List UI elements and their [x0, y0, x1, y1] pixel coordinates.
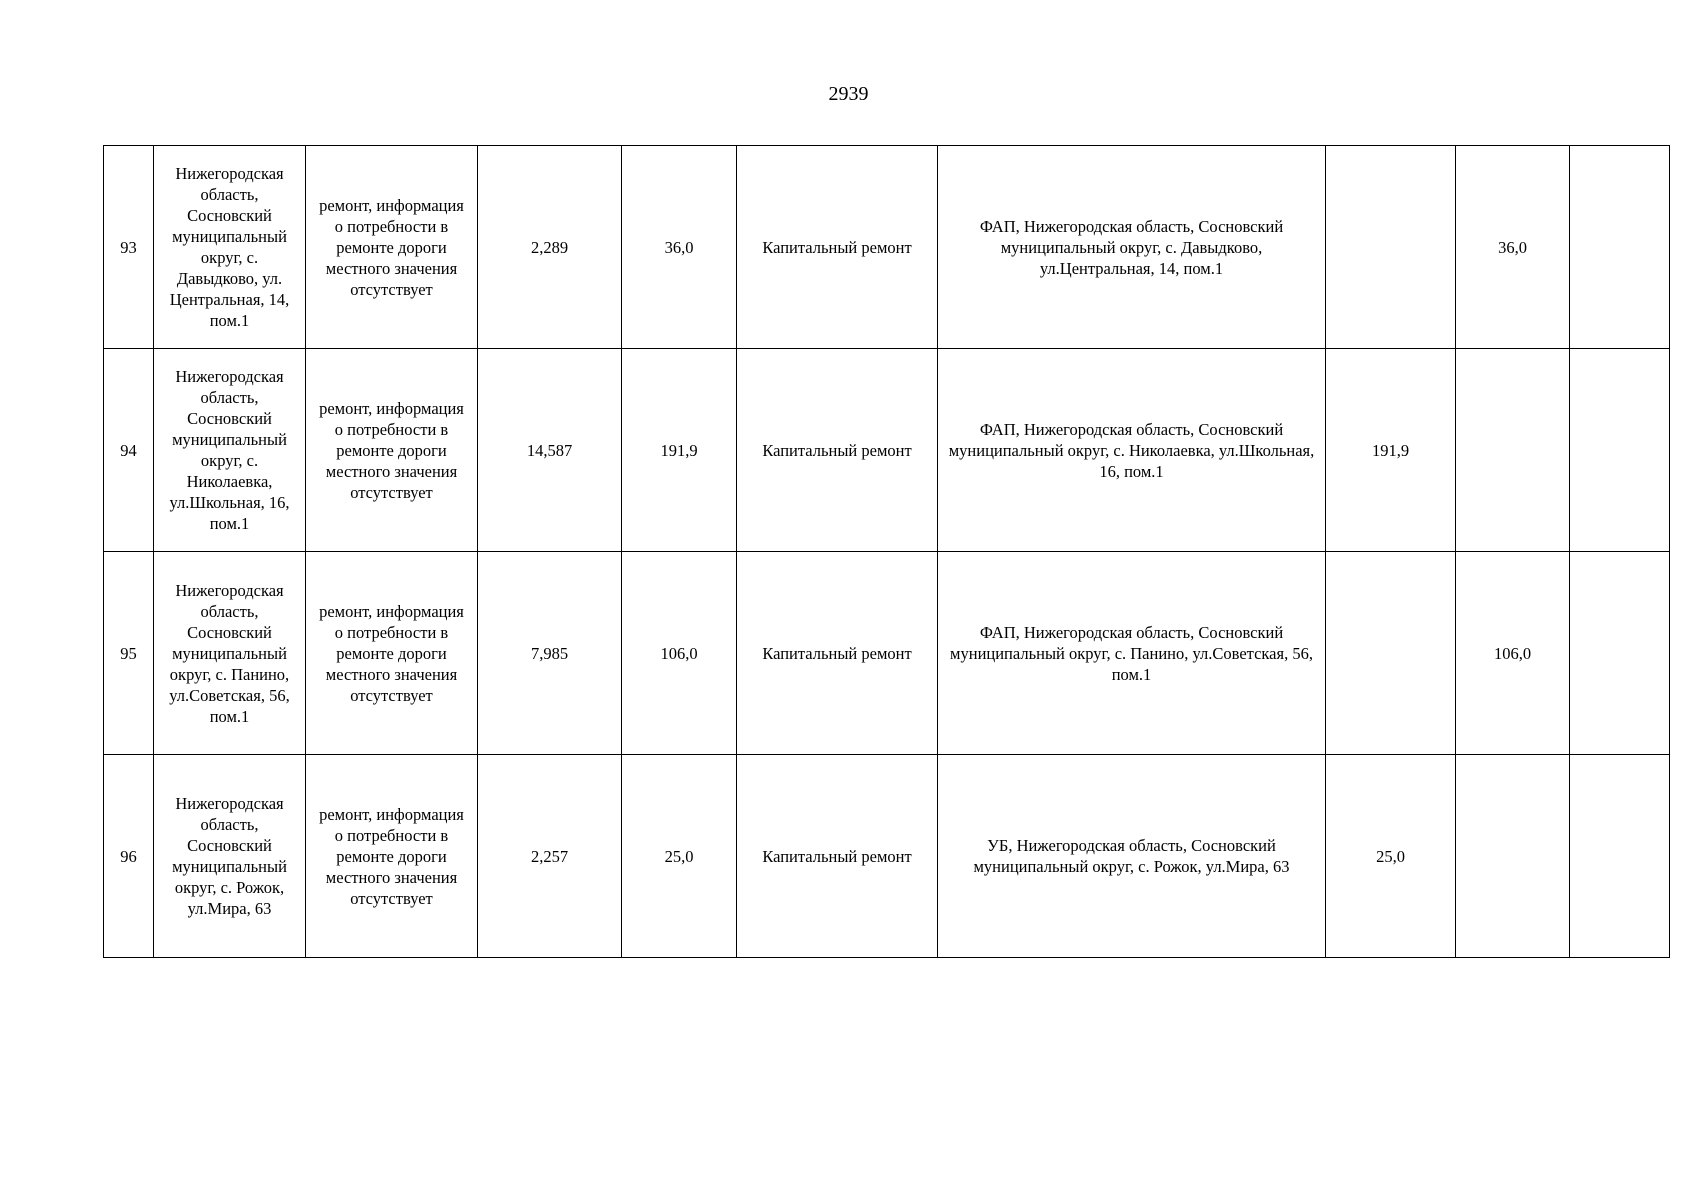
cell-row-number: 93	[104, 146, 154, 349]
cell-object: ФАП, Нижегородская область, Сосновский муниципальный округ, с. Панино, ул.Советская, 56, пом.1	[938, 552, 1326, 755]
cell-value-d	[1456, 755, 1570, 958]
cell-object: ФАП, Нижегородская область, Сосновский муниципальный округ, с. Николаевка, ул.Школьная, 16, пом.1	[938, 349, 1326, 552]
cell-value-c	[1326, 146, 1456, 349]
cell-value-d	[1456, 349, 1570, 552]
cell-value-b: 25,0	[622, 755, 737, 958]
cell-object: УБ, Нижегородская область, Сосновский муниципальный округ, с. Рожок, ул.Мира, 63	[938, 755, 1326, 958]
cell-value-e	[1570, 552, 1670, 755]
data-table	[103, 145, 1670, 958]
cell-value-c: 191,9	[1326, 349, 1456, 552]
cell-value-c	[1326, 552, 1456, 755]
table-row	[104, 146, 1670, 349]
cell-address: Нижегородская область, Сосновский муниципальный округ, с. Рожок, ул.Мира, 63	[154, 755, 306, 958]
cell-address: Нижегородская область, Сосновский муниципальный округ, с. Панино, ул.Советская, 56, пом.1	[154, 552, 306, 755]
page-number: 2939	[828, 83, 869, 105]
cell-road-info: ремонт, информация о потребности в ремонте дороги местного значения отсутствует	[306, 349, 478, 552]
cell-work-type: Капитальный ремонт	[737, 552, 938, 755]
table-row	[104, 755, 1670, 958]
cell-address: Нижегородская область, Сосновский муниципальный округ, с. Николаевка, ул.Школьная, 16, пом.1	[154, 349, 306, 552]
cell-value-a: 14,587	[478, 349, 622, 552]
cell-value-b: 106,0	[622, 552, 737, 755]
cell-value-d: 36,0	[1456, 146, 1570, 349]
cell-road-info: ремонт, информация о потребности в ремонте дороги местного значения отсутствует	[306, 552, 478, 755]
cell-value-d: 106,0	[1456, 552, 1570, 755]
cell-road-info: ремонт, информация о потребности в ремонте дороги местного значения отсутствует	[306, 755, 478, 958]
cell-value-e	[1570, 755, 1670, 958]
cell-work-type: Капитальный ремонт	[737, 146, 938, 349]
cell-value-e	[1570, 349, 1670, 552]
cell-value-c: 25,0	[1326, 755, 1456, 958]
cell-work-type: Капитальный ремонт	[737, 349, 938, 552]
cell-value-a: 7,985	[478, 552, 622, 755]
cell-road-info: ремонт, информация о потребности в ремонте дороги местного значения отсутствует	[306, 146, 478, 349]
cell-row-number: 95	[104, 552, 154, 755]
cell-row-number: 96	[104, 755, 154, 958]
cell-address: Нижегородская область, Сосновский муниципальный округ, с. Давыдково, ул. Центральная, 14, пом.1	[154, 146, 306, 349]
cell-object: ФАП, Нижегородская область, Сосновский муниципальный округ, с. Давыдково, ул.Центральная, 14, пом.1	[938, 146, 1326, 349]
table-row	[104, 552, 1670, 755]
table-row	[104, 349, 1670, 552]
cell-value-b: 36,0	[622, 146, 737, 349]
cell-value-b: 191,9	[622, 349, 737, 552]
cell-value-a: 2,257	[478, 755, 622, 958]
cell-work-type: Капитальный ремонт	[737, 755, 938, 958]
cell-value-e	[1570, 146, 1670, 349]
cell-row-number: 94	[104, 349, 154, 552]
cell-value-a: 2,289	[478, 146, 622, 349]
